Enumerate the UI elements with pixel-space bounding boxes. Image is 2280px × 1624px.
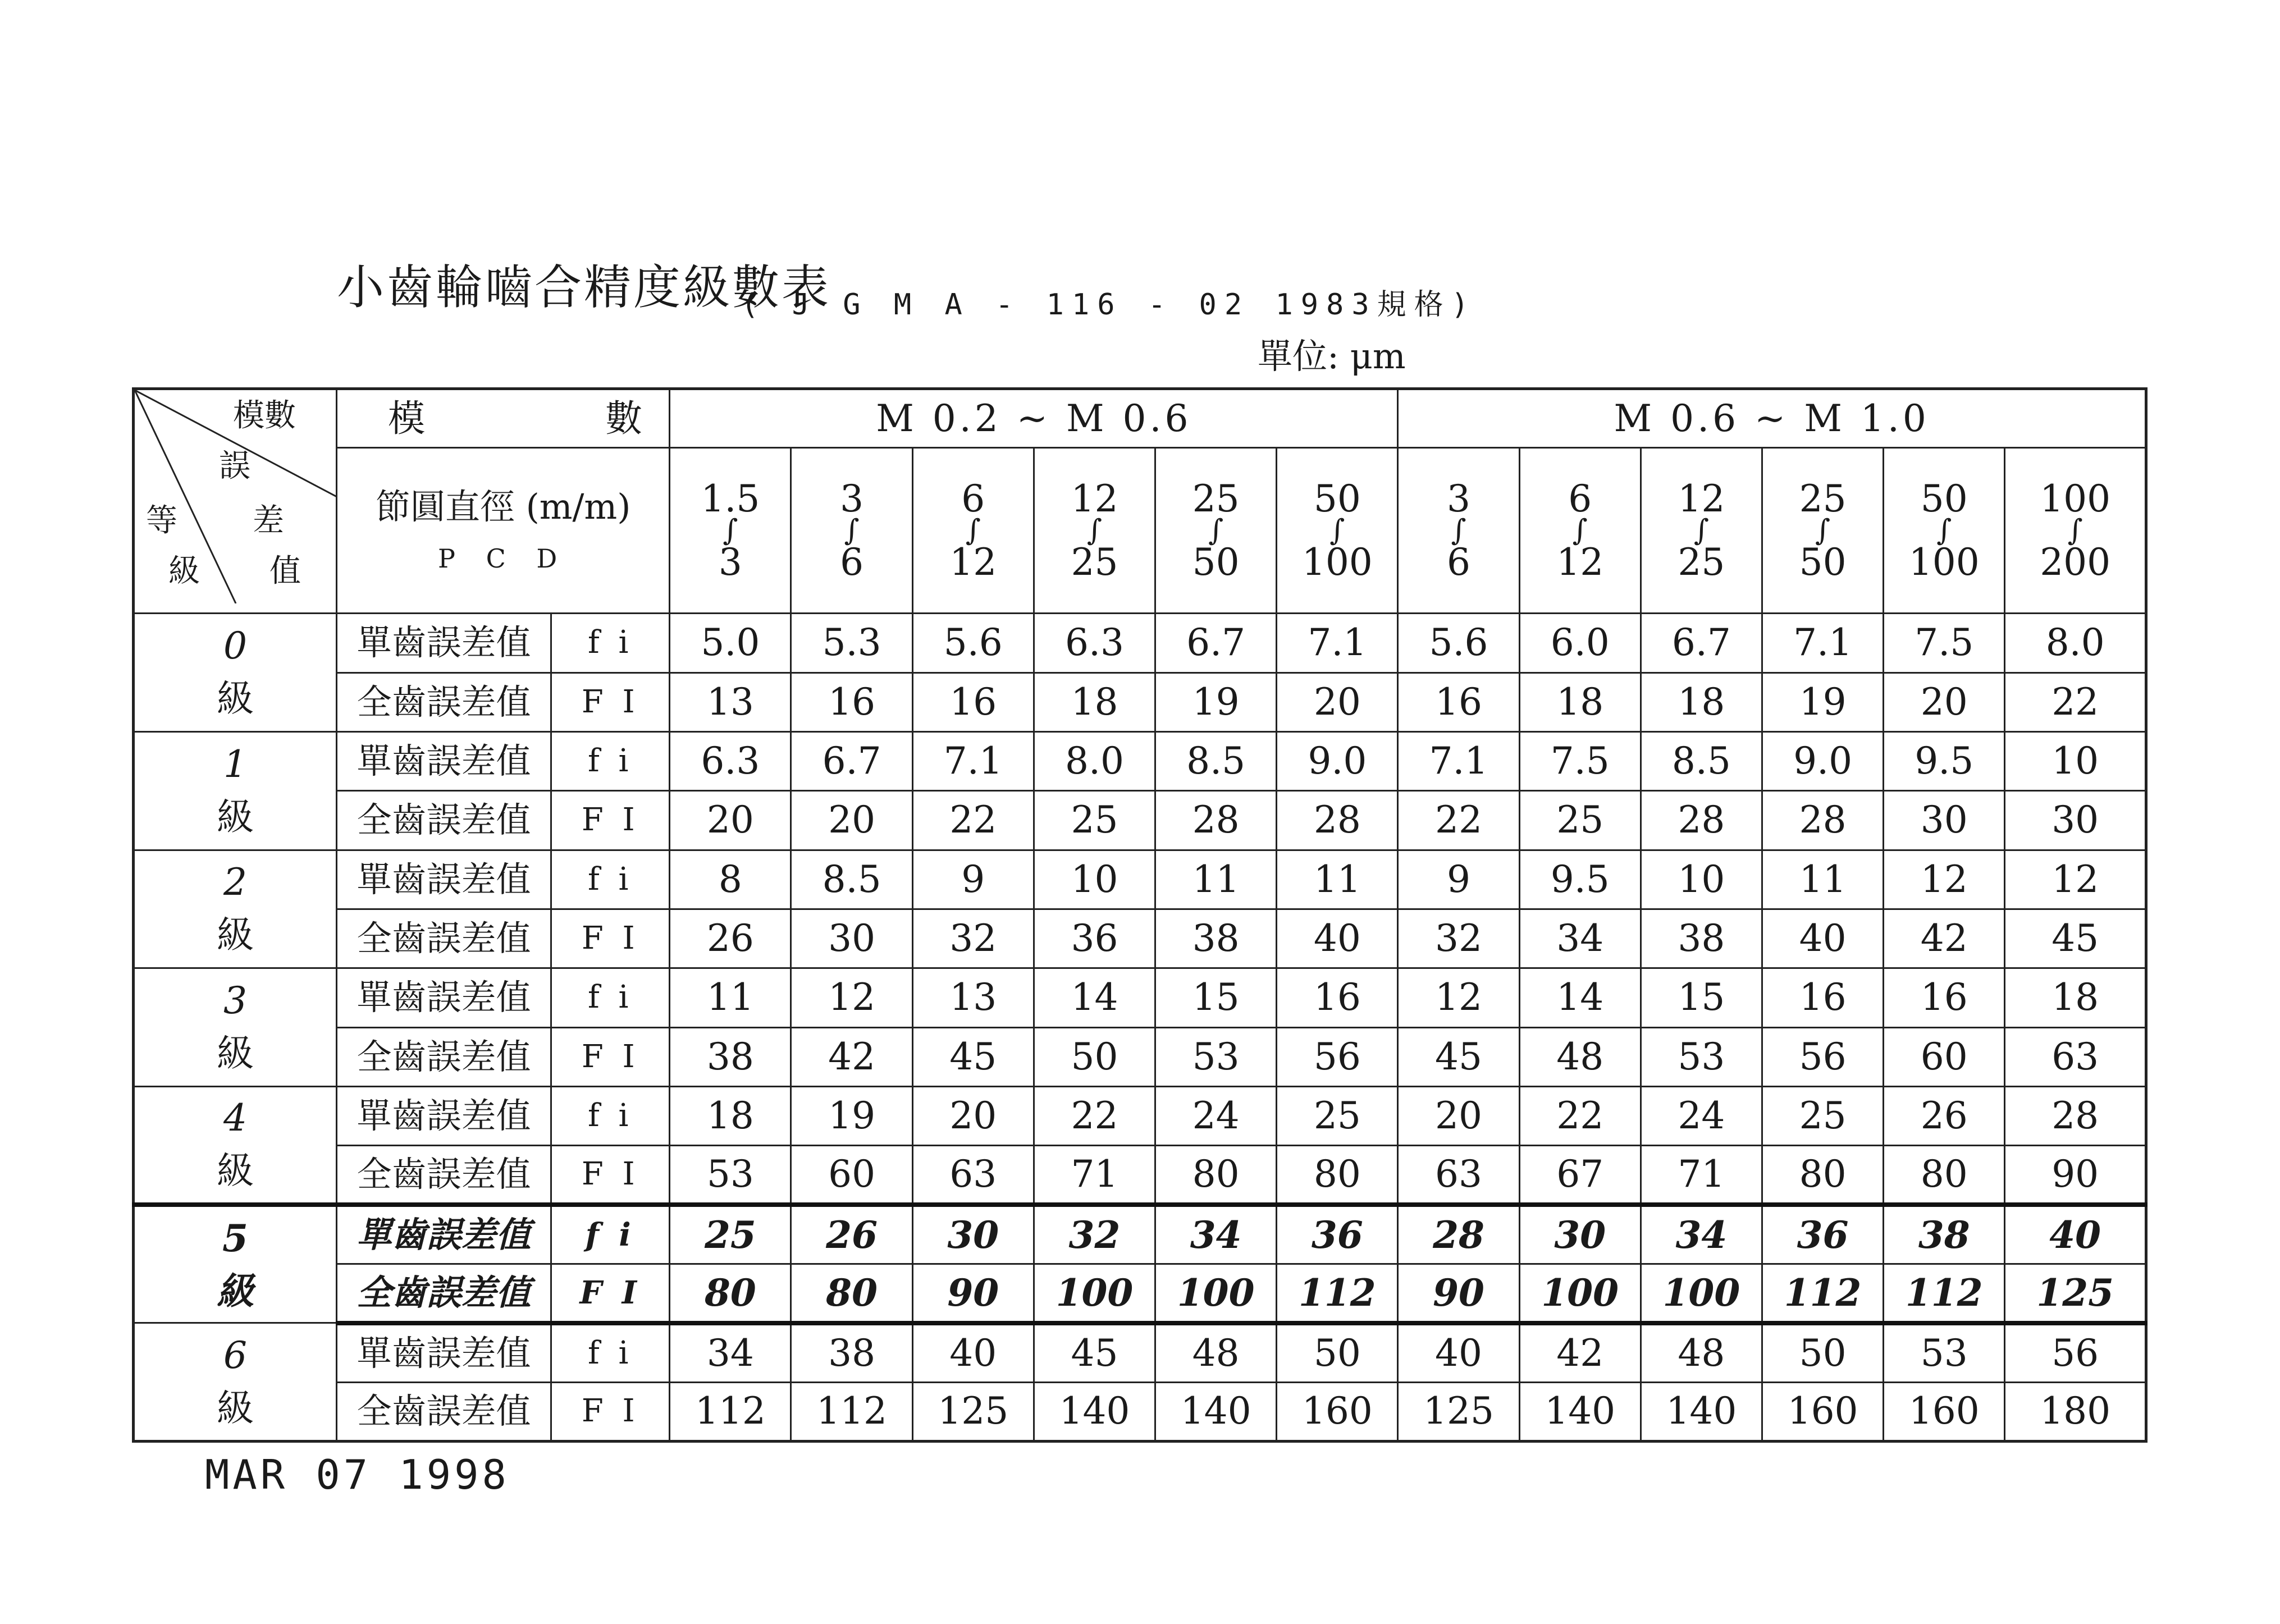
single-tooth-error-label: 單齒誤差值 (337, 1323, 551, 1382)
table-row (134, 1027, 2146, 1086)
value-cell: 16 (1398, 673, 1519, 731)
error-symbol: F I (551, 909, 670, 968)
value-cell: 10 (2005, 731, 2146, 790)
value-cell: 112 (791, 1382, 912, 1441)
grade-suffix: 級 (217, 677, 254, 721)
corner-label-grade-2: 級 (168, 553, 200, 589)
error-symbol: F I (551, 1146, 670, 1205)
value-cell: 100 (1519, 1264, 1641, 1323)
value-cell: 22 (2005, 673, 2146, 731)
pcd-from: 1.5 (701, 477, 760, 520)
pcd-range-cell (1155, 448, 1277, 614)
value-cell: 14 (1034, 968, 1155, 1027)
value-cell: 38 (1155, 909, 1277, 968)
value-cell: 30 (2005, 791, 2146, 850)
range-header-1: M 0.2 ~ M 0.6 (670, 389, 1398, 448)
pcd-from: 3 (1447, 477, 1471, 520)
value-cell: 6.7 (791, 731, 912, 790)
range-symbol: ∫ (1451, 513, 1466, 547)
value-cell: 80 (1155, 1146, 1277, 1205)
value-cell: 180 (2005, 1382, 2146, 1441)
value-cell: 40 (1762, 909, 1883, 968)
table-row (134, 1205, 2146, 1264)
value-cell: 71 (1034, 1146, 1155, 1205)
value-cell: 36 (1034, 909, 1155, 968)
value-cell: 30 (1884, 791, 2005, 850)
value-cell: 112 (670, 1382, 791, 1441)
value-cell: 53 (1155, 1027, 1277, 1086)
range-symbol: ∫ (965, 513, 981, 547)
pcd-to: 25 (1678, 540, 1725, 584)
value-cell: 32 (912, 909, 1034, 968)
error-symbol: f i (551, 1205, 670, 1264)
value-cell: 125 (2005, 1264, 2146, 1323)
pcd-to: 100 (1908, 540, 1980, 584)
value-cell: 13 (670, 673, 791, 731)
grade-suffix: 級 (217, 1386, 254, 1430)
value-cell: 16 (791, 673, 912, 731)
value-cell: 9 (1398, 850, 1519, 909)
pcd-to: 100 (1301, 540, 1373, 584)
pcd-range-cell (670, 448, 791, 614)
value-cell: 24 (1155, 1086, 1277, 1145)
value-cell: 40 (2005, 1205, 2146, 1264)
error-symbol: F I (551, 1264, 670, 1323)
pcd-range-cell (2005, 448, 2146, 614)
range-symbol: ∫ (1693, 513, 1709, 547)
range-symbol: ∫ (844, 513, 860, 547)
pcd-to: 25 (1071, 540, 1118, 584)
value-cell: 7.1 (912, 731, 1034, 790)
pcd-from: 12 (1071, 477, 1118, 520)
value-cell: 40 (912, 1323, 1034, 1382)
value-cell: 24 (1641, 1086, 1762, 1145)
value-cell: 38 (1884, 1205, 2005, 1264)
error-symbol: F I (551, 673, 670, 731)
error-symbol: F I (551, 1027, 670, 1086)
value-cell: 28 (1641, 791, 1762, 850)
value-cell: 9.0 (1762, 731, 1883, 790)
standard-reference: ( J G M A - 116 - 02 1983規格) (741, 288, 1477, 322)
value-cell: 18 (2005, 968, 2146, 1027)
pcd-from: 3 (840, 477, 864, 520)
value-cell: 28 (1762, 791, 1883, 850)
value-cell: 5.0 (670, 614, 791, 673)
value-cell: 100 (1034, 1264, 1155, 1323)
value-cell: 140 (1155, 1382, 1277, 1441)
range-symbol: ∫ (1572, 513, 1588, 547)
value-cell: 18 (1034, 673, 1155, 731)
table-row (134, 731, 2146, 790)
value-cell: 53 (1884, 1323, 2005, 1382)
error-symbol: F I (551, 791, 670, 850)
table-row (134, 1323, 2146, 1382)
value-cell: 32 (1398, 909, 1519, 968)
value-cell: 22 (912, 791, 1034, 850)
grade-suffix: 級 (217, 1032, 254, 1076)
error-symbol: f i (551, 1086, 670, 1145)
value-cell: 60 (1884, 1027, 2005, 1086)
table-row (134, 968, 2146, 1027)
value-cell: 140 (1519, 1382, 1641, 1441)
value-cell: 56 (1762, 1027, 1883, 1086)
corner-label-grade-1: 等 (146, 502, 177, 539)
value-cell: 80 (1277, 1146, 1398, 1205)
value-cell: 45 (912, 1027, 1034, 1086)
value-cell: 22 (1398, 791, 1519, 850)
error-symbol: f i (551, 968, 670, 1027)
modulus-header: 模 數 (337, 389, 670, 448)
value-cell: 12 (2005, 850, 2146, 909)
error-symbol: f i (551, 1323, 670, 1382)
value-cell: 20 (791, 791, 912, 850)
pcd-range-cell (1034, 448, 1155, 614)
value-cell: 71 (1641, 1146, 1762, 1205)
grade-cell (134, 731, 337, 850)
error-symbol: f i (551, 614, 670, 673)
pcd-range-cell (912, 448, 1034, 614)
value-cell: 28 (1277, 791, 1398, 850)
range-symbol: ∫ (1208, 513, 1224, 547)
value-cell: 8.0 (2005, 614, 2146, 673)
error-symbol: f i (551, 850, 670, 909)
value-cell: 30 (912, 1205, 1034, 1264)
value-cell: 160 (1884, 1382, 2005, 1441)
value-cell: 48 (1641, 1323, 1762, 1382)
value-cell: 6.3 (670, 731, 791, 790)
value-cell: 48 (1519, 1027, 1641, 1086)
value-cell: 5.6 (912, 614, 1034, 673)
pcd-from: 50 (1313, 477, 1361, 520)
value-cell: 80 (1884, 1146, 2005, 1205)
range-symbol: ∫ (1936, 513, 1952, 547)
value-cell: 22 (1034, 1086, 1155, 1145)
range-symbol: ∫ (1086, 513, 1102, 547)
value-cell: 25 (1519, 791, 1641, 850)
grade-cell (134, 614, 337, 732)
value-cell: 36 (1762, 1205, 1883, 1264)
value-cell: 53 (670, 1146, 791, 1205)
pcd-range-cell (1277, 448, 1398, 614)
value-cell: 5.3 (791, 614, 912, 673)
range-symbol: ∫ (723, 513, 738, 547)
value-cell: 80 (670, 1264, 791, 1323)
total-error-label: 全齒誤差值 (337, 673, 551, 731)
value-cell: 63 (2005, 1027, 2146, 1086)
value-cell: 8.5 (791, 850, 912, 909)
value-cell: 5.6 (1398, 614, 1519, 673)
value-cell: 160 (1277, 1382, 1398, 1441)
value-cell: 11 (1762, 850, 1883, 909)
value-cell: 40 (1398, 1323, 1519, 1382)
footer-date-stamp: MAR 07 1998 (205, 1451, 510, 1498)
value-cell: 56 (2005, 1323, 2146, 1382)
total-error-label: 全齒誤差值 (337, 909, 551, 968)
grade-number: 6 (223, 1333, 247, 1377)
value-cell: 112 (1884, 1264, 2005, 1323)
value-cell: 16 (1277, 968, 1398, 1027)
value-cell: 15 (1641, 968, 1762, 1027)
value-cell: 60 (791, 1146, 912, 1205)
value-cell: 125 (912, 1382, 1034, 1441)
value-cell: 12 (791, 968, 912, 1027)
value-cell: 7.5 (1519, 731, 1641, 790)
corner-label-error-2: 差 (253, 502, 284, 539)
single-tooth-error-label: 單齒誤差值 (337, 1086, 551, 1145)
range-symbol: ∫ (1329, 513, 1345, 547)
grade-suffix: 級 (217, 1149, 254, 1193)
pcd-from: 50 (1920, 477, 1968, 520)
value-cell: 11 (1155, 850, 1277, 909)
grade-cell (134, 1086, 337, 1205)
value-cell: 9 (912, 850, 1034, 909)
pcd-to: 3 (718, 540, 742, 584)
corner-label-error-1: 誤 (219, 448, 250, 484)
table-row (134, 614, 2146, 673)
page-title: 小齒輪嚙合精度級數表 (337, 260, 831, 315)
pcd-header: 節圓直徑 (m/m) P C D (337, 448, 670, 614)
value-cell: 63 (1398, 1146, 1519, 1205)
value-cell: 48 (1155, 1323, 1277, 1382)
value-cell: 34 (1641, 1205, 1762, 1264)
value-cell: 50 (1277, 1323, 1398, 1382)
value-cell: 67 (1519, 1146, 1641, 1205)
single-tooth-error-label: 單齒誤差值 (337, 731, 551, 790)
pcd-to: 6 (1447, 540, 1471, 584)
value-cell: 25 (1277, 1086, 1398, 1145)
grade-cell (134, 1205, 337, 1323)
value-cell: 10 (1034, 850, 1155, 909)
range-symbol: ∫ (1815, 513, 1831, 547)
value-cell: 11 (670, 968, 791, 1027)
value-cell: 26 (1884, 1086, 2005, 1145)
value-cell: 6.3 (1034, 614, 1155, 673)
value-cell: 13 (912, 968, 1034, 1027)
pcd-from: 12 (1678, 477, 1725, 520)
value-cell: 28 (1398, 1205, 1519, 1264)
value-cell: 56 (1277, 1027, 1398, 1086)
value-cell: 7.1 (1277, 614, 1398, 673)
single-tooth-error-label: 單齒誤差值 (337, 1205, 551, 1264)
pcd-range-cell (791, 448, 912, 614)
value-cell: 30 (791, 909, 912, 968)
value-cell: 53 (1641, 1027, 1762, 1086)
value-cell: 6.7 (1155, 614, 1277, 673)
value-cell: 20 (912, 1086, 1034, 1145)
grade-cell (134, 850, 337, 968)
pcd-from: 6 (961, 477, 985, 520)
value-cell: 12 (1398, 968, 1519, 1027)
value-cell: 40 (1277, 909, 1398, 968)
value-cell: 38 (1641, 909, 1762, 968)
grade-number: 1 (223, 742, 247, 786)
grade-number: 3 (223, 979, 247, 1023)
value-cell: 9.5 (1884, 731, 2005, 790)
value-cell: 63 (912, 1146, 1034, 1205)
pcd-range-cell (1762, 448, 1883, 614)
pcd-from: 25 (1192, 477, 1240, 520)
value-cell: 6.7 (1641, 614, 1762, 673)
value-cell: 12 (1884, 850, 2005, 909)
pcd-from: 6 (1568, 477, 1592, 520)
corner-header-cell (134, 389, 337, 614)
value-cell: 125 (1398, 1382, 1519, 1441)
value-cell: 26 (670, 909, 791, 968)
value-cell: 25 (670, 1205, 791, 1264)
value-cell: 45 (1398, 1027, 1519, 1086)
value-cell: 38 (670, 1027, 791, 1086)
value-cell: 30 (1519, 1205, 1641, 1264)
value-cell: 16 (1884, 968, 2005, 1027)
value-cell: 42 (791, 1027, 912, 1086)
value-cell: 140 (1034, 1382, 1155, 1441)
value-cell: 8 (670, 850, 791, 909)
value-cell: 15 (1155, 968, 1277, 1027)
value-cell: 9.0 (1277, 731, 1398, 790)
value-cell: 112 (1762, 1264, 1883, 1323)
value-cell: 26 (791, 1205, 912, 1264)
single-tooth-error-label: 單齒誤差值 (337, 614, 551, 673)
value-cell: 6.0 (1519, 614, 1641, 673)
table-row (134, 909, 2146, 968)
single-tooth-error-label: 單齒誤差值 (337, 850, 551, 909)
grade-number: 4 (223, 1096, 247, 1140)
table-row (134, 791, 2146, 850)
value-cell: 14 (1519, 968, 1641, 1027)
value-cell: 90 (2005, 1146, 2146, 1205)
value-cell: 8.0 (1034, 731, 1155, 790)
value-cell: 38 (791, 1323, 912, 1382)
value-cell: 140 (1641, 1382, 1762, 1441)
corner-label-value: 值 (269, 553, 301, 589)
grade-suffix: 級 (217, 795, 254, 839)
grade-cell (134, 968, 337, 1087)
value-cell: 19 (791, 1086, 912, 1145)
grade-number: 0 (223, 624, 247, 668)
value-cell: 100 (1155, 1264, 1277, 1323)
value-cell: 32 (1034, 1205, 1155, 1264)
pcd-to: 50 (1799, 540, 1847, 584)
total-error-label: 全齒誤差值 (337, 791, 551, 850)
value-cell: 22 (1519, 1086, 1641, 1145)
value-cell: 20 (670, 791, 791, 850)
value-cell: 18 (1641, 673, 1762, 731)
value-cell: 50 (1762, 1323, 1883, 1382)
value-cell: 9.5 (1519, 850, 1641, 909)
table-row (134, 1086, 2146, 1145)
corner-label-modulus: 模數 (233, 397, 296, 434)
value-cell: 160 (1762, 1382, 1883, 1441)
value-cell: 34 (1155, 1205, 1277, 1264)
value-cell: 25 (1762, 1086, 1883, 1145)
value-cell: 90 (1398, 1264, 1519, 1323)
value-cell: 90 (912, 1264, 1034, 1323)
error-symbol: F I (551, 1382, 670, 1441)
value-cell: 8.5 (1155, 731, 1277, 790)
table-row (134, 673, 2146, 731)
table-row (134, 850, 2146, 909)
total-error-label: 全齒誤差值 (337, 1027, 551, 1086)
grade-suffix: 級 (217, 1269, 254, 1313)
value-cell: 28 (1155, 791, 1277, 850)
pcd-range-cell (1398, 448, 1519, 614)
value-cell: 45 (1034, 1323, 1155, 1382)
grade-number: 5 (222, 1216, 248, 1260)
value-cell: 10 (1641, 850, 1762, 909)
value-cell: 7.1 (1762, 614, 1883, 673)
range-symbol: ∫ (2067, 513, 2083, 547)
table-row (134, 1382, 2146, 1441)
table-row (134, 1146, 2146, 1205)
pcd-to: 50 (1192, 540, 1240, 584)
total-error-label: 全齒誤差值 (337, 1264, 551, 1323)
value-cell: 34 (1519, 909, 1641, 968)
value-cell: 11 (1277, 850, 1398, 909)
value-cell: 20 (1277, 673, 1398, 731)
pcd-to: 200 (2040, 540, 2111, 584)
value-cell: 28 (2005, 1086, 2146, 1145)
value-cell: 50 (1034, 1027, 1155, 1086)
pcd-range-cell (1884, 448, 2005, 614)
pcd-to: 12 (1556, 540, 1604, 584)
value-cell: 7.5 (1884, 614, 2005, 673)
value-cell: 25 (1034, 791, 1155, 850)
pcd-from: 100 (2040, 477, 2111, 520)
value-cell: 7.1 (1398, 731, 1519, 790)
pcd-range-cell (1641, 448, 1762, 614)
value-cell: 18 (670, 1086, 791, 1145)
range-header-2: M 0.6 ~ M 1.0 (1398, 389, 2146, 448)
value-cell: 80 (1762, 1146, 1883, 1205)
total-error-label: 全齒誤差值 (337, 1146, 551, 1205)
grade-cell (134, 1323, 337, 1442)
single-tooth-error-label: 單齒誤差值 (337, 968, 551, 1027)
value-cell: 19 (1762, 673, 1883, 731)
value-cell: 20 (1398, 1086, 1519, 1145)
gear-accuracy-table (132, 387, 2148, 1443)
pcd-to: 12 (949, 540, 997, 584)
total-error-label: 全齒誤差值 (337, 1382, 551, 1441)
value-cell: 42 (1519, 1323, 1641, 1382)
pcd-to: 6 (840, 540, 864, 584)
value-cell: 16 (912, 673, 1034, 731)
value-cell: 8.5 (1641, 731, 1762, 790)
value-cell: 18 (1519, 673, 1641, 731)
value-cell: 34 (670, 1323, 791, 1382)
value-cell: 19 (1155, 673, 1277, 731)
grade-number: 2 (223, 861, 247, 904)
pcd-range-cell (1519, 448, 1641, 614)
value-cell: 45 (2005, 909, 2146, 968)
error-symbol: f i (551, 731, 670, 790)
table-row (134, 1264, 2146, 1323)
grade-suffix: 級 (217, 913, 254, 957)
value-cell: 42 (1884, 909, 2005, 968)
value-cell: 100 (1641, 1264, 1762, 1323)
value-cell: 36 (1277, 1205, 1398, 1264)
pcd-from: 25 (1799, 477, 1847, 520)
value-cell: 16 (1762, 968, 1883, 1027)
value-cell: 112 (1277, 1264, 1398, 1323)
value-cell: 80 (791, 1264, 912, 1323)
value-cell: 20 (1884, 673, 2005, 731)
unit-label: 單位: μm (1258, 336, 1406, 377)
